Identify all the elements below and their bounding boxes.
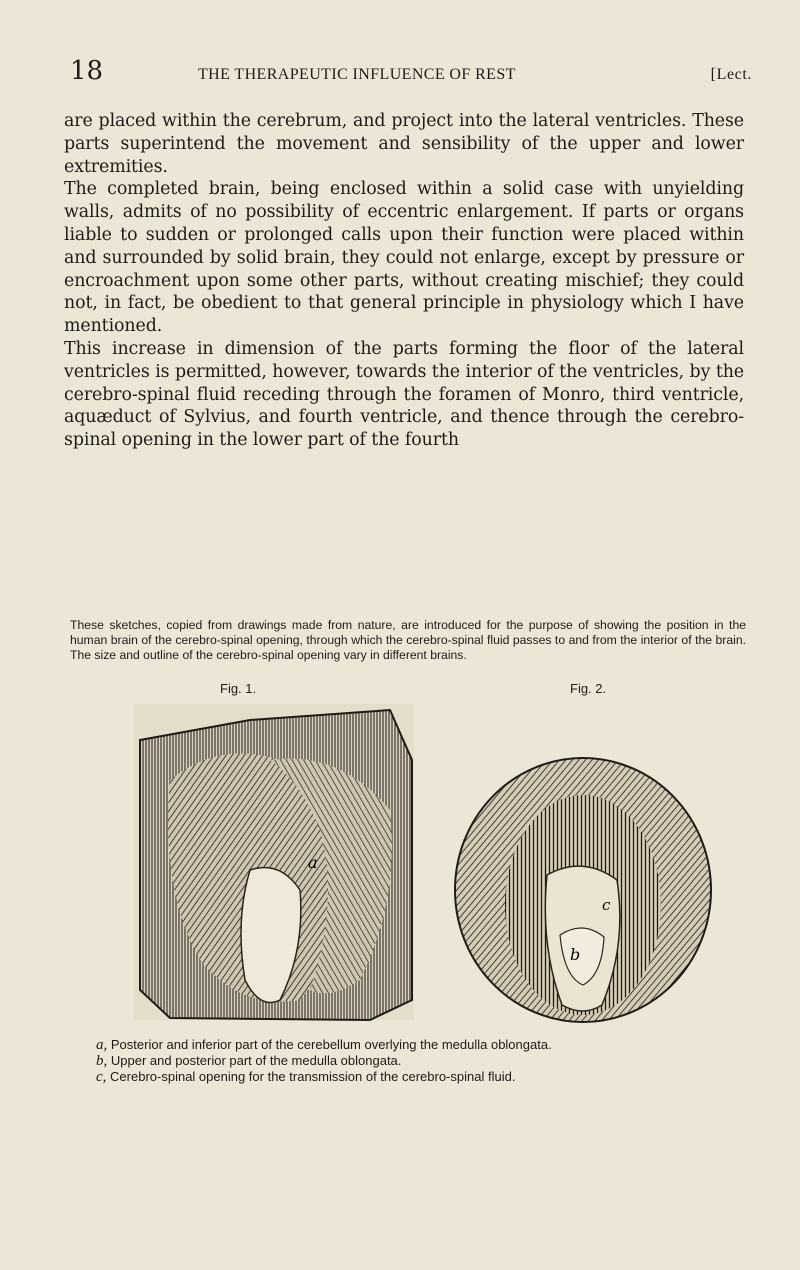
figure-legend bbox=[96, 1037, 746, 1085]
legend-text: Cerebro-spinal opening for the transmission of the cerebro-spinal fluid. bbox=[110, 1069, 516, 1084]
legend-text: Upper and posterior part of the medulla oblongata. bbox=[110, 1053, 402, 1068]
legend-item bbox=[96, 1069, 746, 1085]
body-text bbox=[64, 110, 744, 452]
legend-item bbox=[96, 1037, 746, 1053]
legend-text: Posterior and inferior part of the cerebellum overlying the medulla oblongata. bbox=[110, 1037, 552, 1052]
paragraph: This increase in dimension of the parts forming the floor of the lateral ventricles is permitted, however, towards the interior of the ventricles, by the cerebro-spinal fluid receding through the foramen of Monro, third ventricle, aquæduct of Sylvius, and fourth ventricle, and thence through the cerebro-spinal opening in the lower part of the fourth bbox=[64, 338, 744, 451]
fig1-brain-sketch bbox=[130, 700, 420, 1025]
fig2-label: Fig. 2. bbox=[570, 681, 607, 696]
running-head: THE THERAPEUTIC INFLUENCE OF REST bbox=[198, 66, 516, 83]
figure-note: These sketches, copied from drawings made from nature, are introduced for the purpose of showing the position in the human brain of the cerebro-spinal opening, through which the cerebro-spinal fluid passes to and from the interior of the brain. The size and outline of the cerebro-spinal opening vary in different brains. bbox=[70, 618, 746, 662]
paragraph: are placed within the cerebrum, and project into the lateral ventricles. These parts superintend the movement and sensibility of the upper and lower extremities. bbox=[64, 111, 744, 177]
page-header bbox=[70, 56, 752, 92]
legend-key: a, bbox=[96, 1037, 108, 1053]
fig2-letter-b: b bbox=[570, 945, 581, 964]
section-marker: [Lect. bbox=[710, 66, 752, 83]
legend-key: c, bbox=[96, 1069, 107, 1085]
page-number: 18 bbox=[70, 56, 104, 86]
fig2-letter-c: c bbox=[602, 896, 611, 914]
fig1-letter-a: a bbox=[308, 853, 318, 872]
legend-key: b, bbox=[96, 1053, 108, 1069]
paragraph: The completed brain, being enclosed within a solid case with unyielding walls, admits of no possibility of eccentric enlargement. If parts or organs liable to sudden or prolonged calls upon their function were placed within and surrounded by solid brain, they could not enlarge, except by pressure or encroachment upon some other parts, without creating mischief; they could not, in fact, be obedient to that general principle in physiology which I have mentioned. bbox=[64, 179, 744, 337]
fig1-label: Fig. 1. bbox=[220, 681, 257, 696]
legend-item bbox=[96, 1053, 746, 1069]
fig2-brain-sketch bbox=[452, 755, 714, 1025]
